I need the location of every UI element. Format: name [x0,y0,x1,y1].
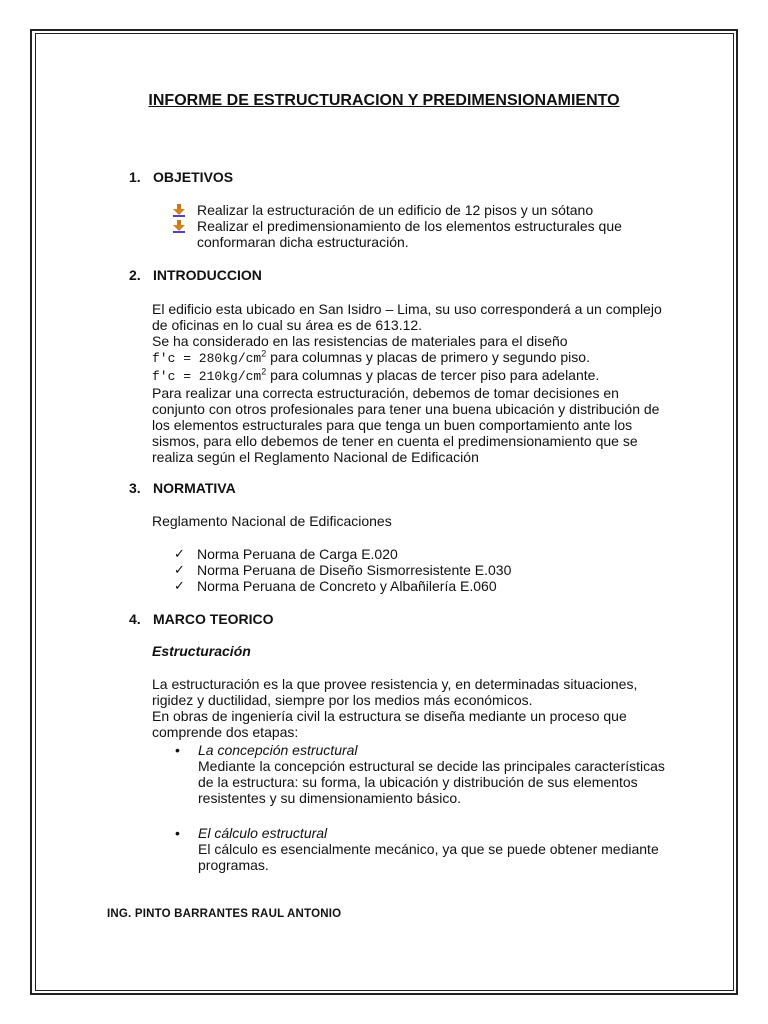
text-line: Se ha considerado en las resistencias de materiales para el diseño [152,333,568,349]
bullet-title: La concepción estructural [198,742,358,758]
text-line: programas. [198,857,269,873]
text-line: de la estructura: su forma, la ubicación y distribución de sus elementos [198,774,638,790]
author-signature: ING. PINTO BARRANTES RAUL ANTONIO [107,908,342,920]
norm-item: Norma Peruana de Carga E.020 [197,546,398,562]
subheading-estructuracion: Estructuración [152,643,251,659]
section-title: OBJETIVOS [153,169,234,185]
text-line: los elementos estructurales para que tenga un buen comportamiento ante los [152,417,633,433]
text-line: En obras de ingeniería civil la estructura se diseña mediante un proceso que [152,708,627,724]
section-number: 3. [129,480,141,496]
section-number: 2. [129,267,141,283]
objective-item: Realizar la estructuración de un edificio de 12 pisos y un sótano [197,202,594,218]
fc-code: f'c = 210kg/cm [152,369,262,384]
section-title: INTRODUCCION [153,267,262,283]
text-line: realiza según el Reglamento Nacional de Edificación [152,449,479,465]
document-title: INFORME DE ESTRUCTURACION Y PREDIMENSIONAMIENTO [148,92,620,109]
arrow-down-icon [172,203,186,217]
bullet-title: El cálculo estructural [198,825,328,841]
section-heading-normativa [129,480,236,496]
text-line: El cálculo es esencialmente mecánico, ya que se puede obtener mediante [198,841,659,857]
checkmark-icon: ✓ [174,562,185,577]
text-line: La estructuración es la que provee resistencia y, en determinadas situaciones, [152,676,638,692]
marco-paragraph [152,676,637,740]
text-line: conjunto con otros profesionales para tener una buena ubicación y distribución de [152,401,660,417]
text-line: de oficinas en lo cual su área es de 613.12. [152,317,423,333]
fc-code: f'c = 280kg/cm [152,351,262,366]
text-line: Para realizar una correcta estructuración, debemos de tomar decisiones en [152,385,619,401]
section-number: 4. [129,611,141,627]
section-title: MARCO TEORICO [153,611,274,627]
normativa-intro: Reglamento Nacional de Edificaciones [152,513,392,529]
text-line: rigidez y ductilidad, siempre por los medios más económicos. [152,692,533,708]
norm-item: Norma Peruana de Diseño Sismorresistente E.030 [197,562,512,578]
round-bullet-icon: • [175,742,180,758]
superscript: 2 [261,348,267,359]
checkmark-icon: ✓ [174,546,185,561]
section-heading-objetivos [129,169,233,185]
fc-text: para columnas y placas de tercer piso para adelante. [266,367,600,383]
concrete-strength-line-2 [152,367,662,385]
section-number: 1. [129,169,141,185]
bullet-block-calculo [198,825,659,873]
objective-item: Realizar el predimensionamiento de los elementos estructurales que [197,218,622,234]
bullet-block-concepcion [198,742,665,806]
text-line: Mediante la concepción estructural se decide las principales características [198,758,665,774]
round-bullet-icon: • [175,825,180,841]
concrete-strength-line-1 [152,349,662,367]
arrow-down-icon [172,219,186,233]
checkmark-icon: ✓ [174,578,185,593]
fc-text: para columnas y placas de primero y segundo piso. [266,349,590,365]
text-line: sismos, para ello debemos de tener en cuenta el predimensionamiento que se [152,433,638,449]
text-line: El edificio esta ubicado en San Isidro – Lima, su uso corresponderá a un complejo [152,301,662,317]
section-heading-introduccion [129,267,262,283]
section-heading-marco-teorico [129,611,274,627]
text-line: comprende dos etapas: [152,724,299,740]
objective-item-continuation: conformaran dicha estructuración. [197,234,409,250]
intro-paragraph [152,301,662,465]
section-title: NORMATIVA [153,480,236,496]
superscript: 2 [261,366,267,377]
text-line: resistentes y su dimensionamiento básico. [198,790,462,806]
norm-item: Norma Peruana de Concreto y Albañilería E.060 [197,578,497,594]
